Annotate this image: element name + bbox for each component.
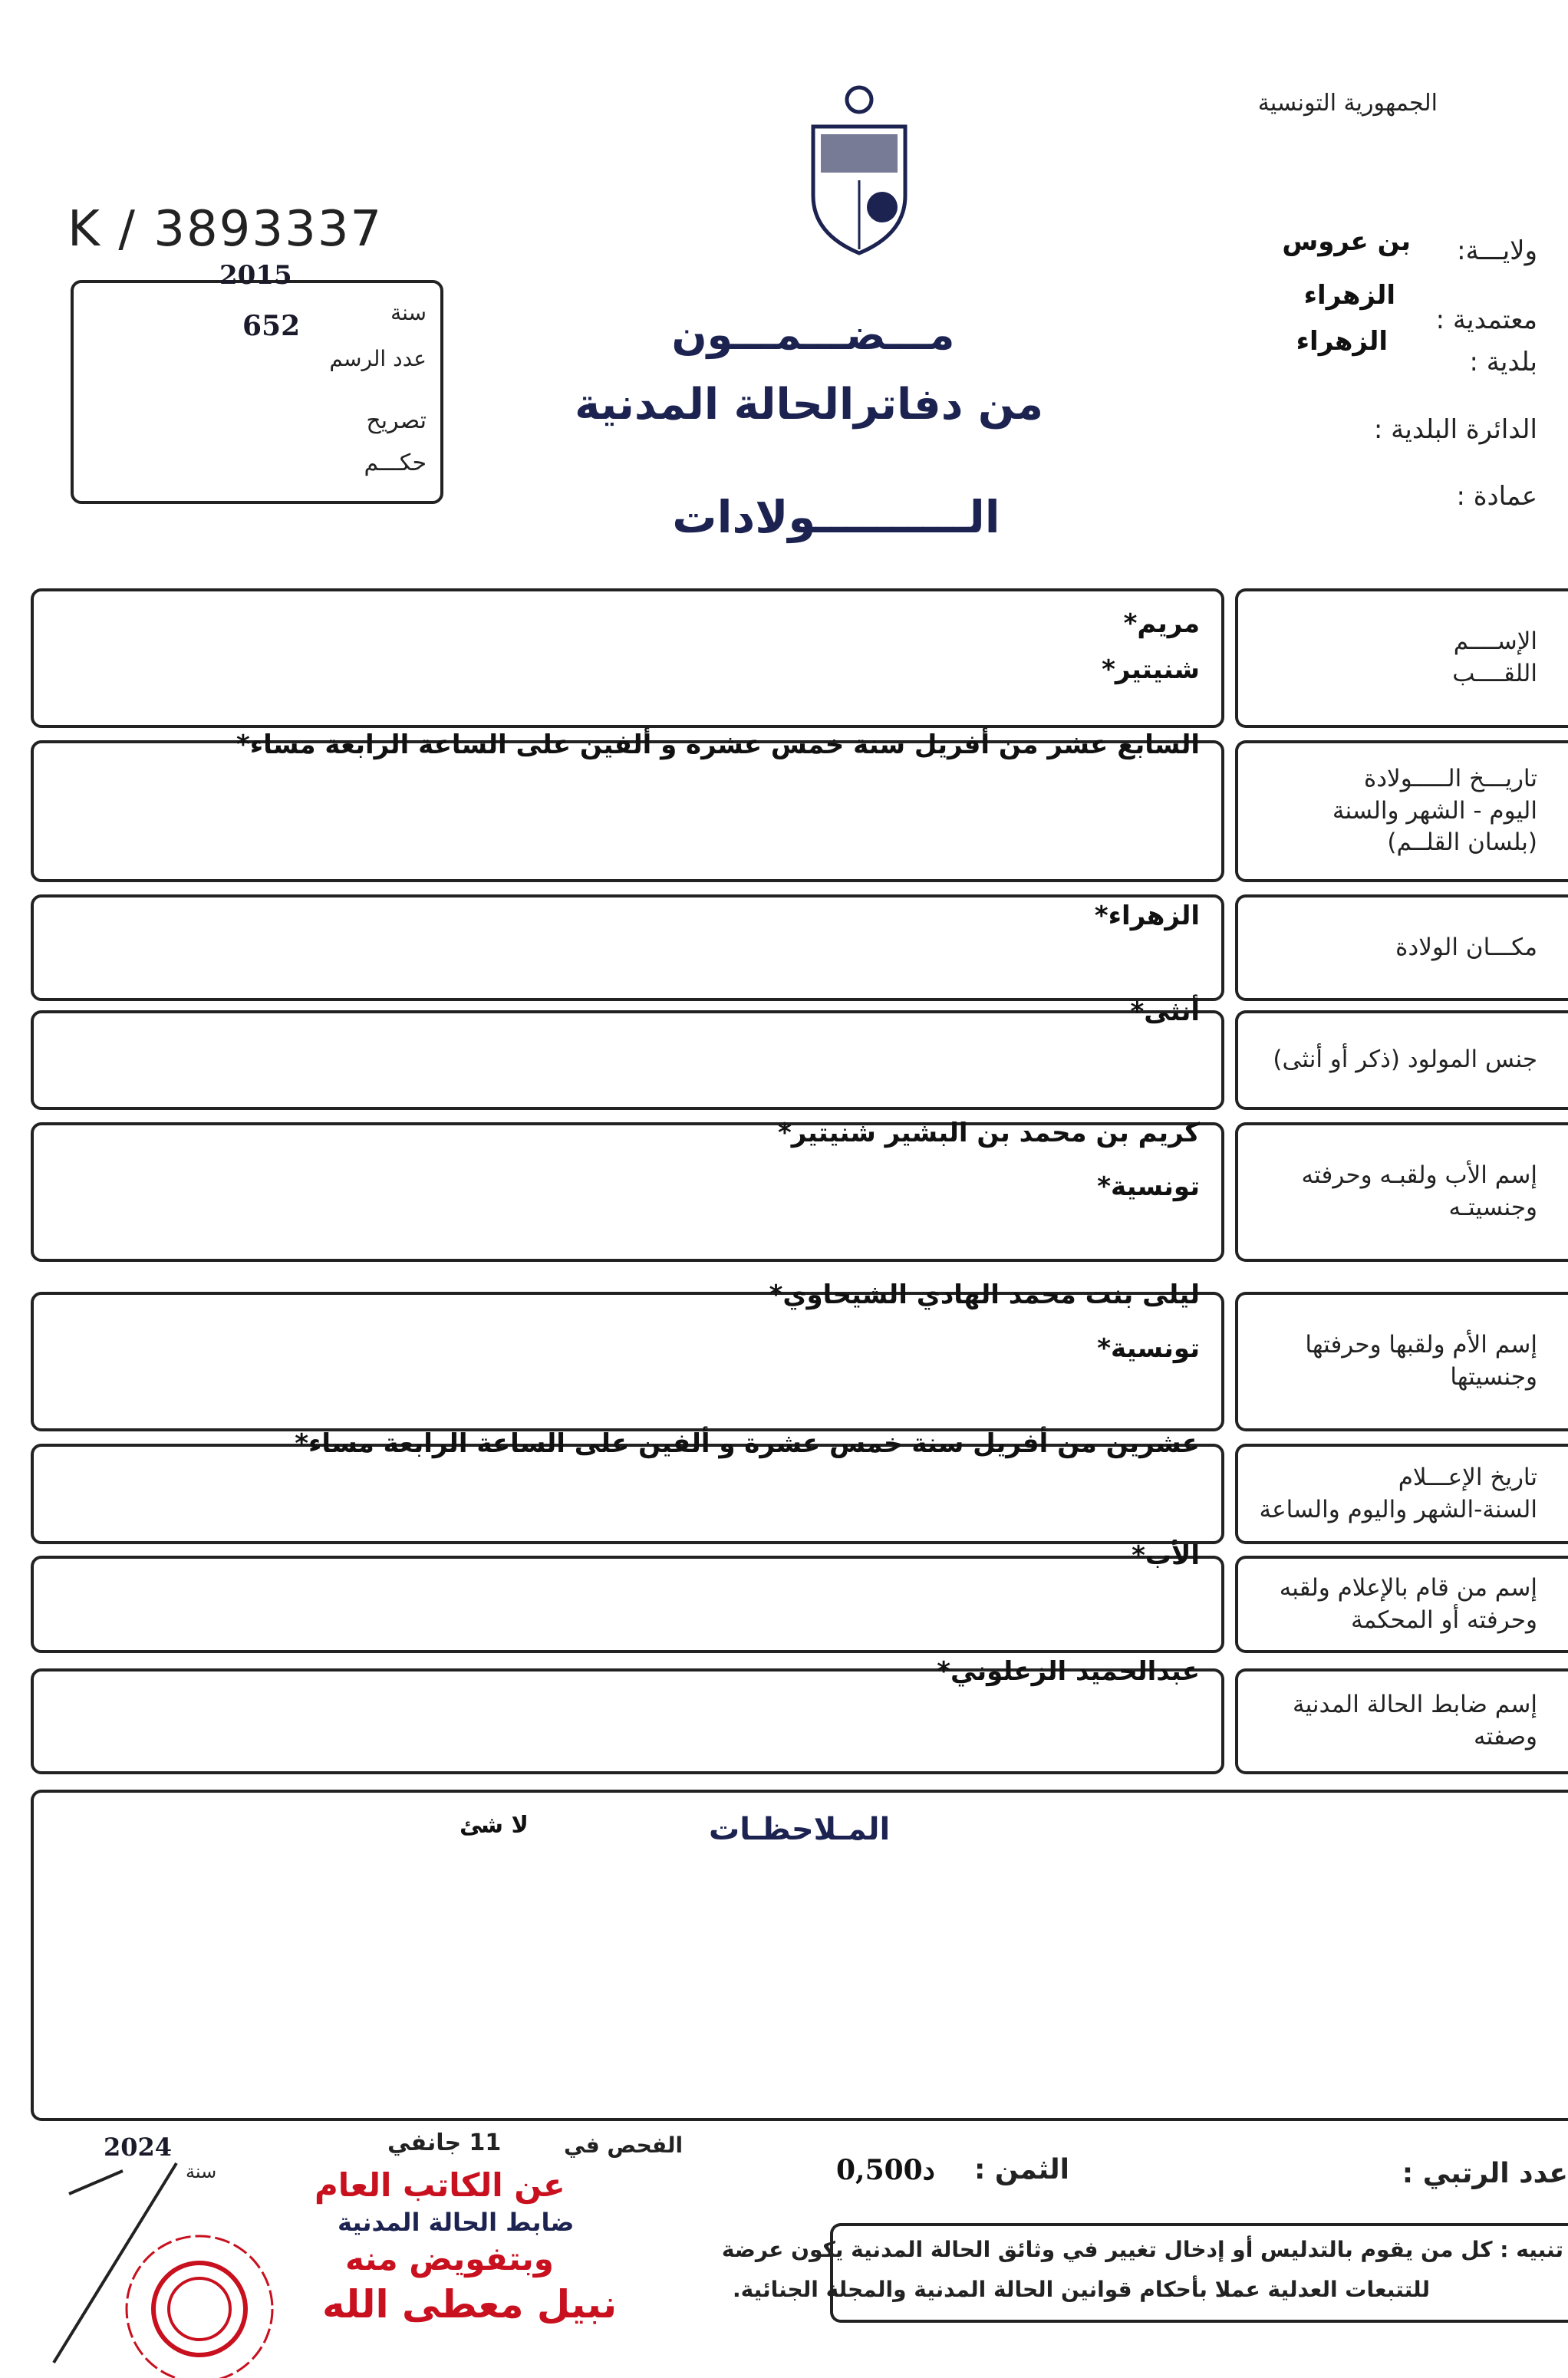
civil-officer-value: عبدالحميد الزعلوني* — [937, 1656, 1200, 1687]
exam-year-value: 2024 — [104, 2133, 173, 2162]
delegation-label: معتمدية : — [1435, 305, 1537, 335]
declarant-label: وحرفته أو المحكمة — [1351, 1606, 1537, 1634]
notice-line-2: للتتبعات العدلية عملا بأحكام قوانين الحالة المدنية والمجلة الجنائية. — [733, 2277, 1430, 2302]
row-civil-officer-value-box — [31, 1656, 1224, 1774]
title-line2: من دفاترالحالة المدنية — [575, 380, 1043, 430]
declaration-date-label: السنة-الشهر واليوم والساعة — [1259, 1495, 1537, 1523]
title-line3: الــــــــــولادات — [672, 491, 1000, 543]
birth-date-value: السابع عشر من أفريل سنة خمس عشره و ألفين على الساعة الرابعة مساء* — [236, 730, 1200, 760]
official-stamp-and-signature-icon — [31, 2148, 307, 2378]
footer-serial-label: عدد الرتبي : — [1402, 2158, 1568, 2189]
civil-officer-label: إسم ضابط الحالة المدنية — [1292, 1691, 1537, 1719]
mother-value: ليلى بنت محمد الهادي الشيحاوي* — [769, 1280, 1200, 1310]
wilaya-value: بن عروس — [1282, 226, 1411, 257]
father-value: تونسية* — [1097, 1171, 1200, 1202]
notice-box — [721, 2223, 1568, 2323]
stamp-line-1: عن الكاتب العام — [315, 2166, 565, 2204]
birth-date-label: (بلسان القلــم) — [1387, 828, 1537, 857]
birth-date-label: تاريـــخ الـــــولادة — [1364, 764, 1537, 792]
municipality-value: الزهراء — [1296, 326, 1388, 357]
declaration-label: تصريح — [366, 407, 427, 434]
father-value: كريم بن محمد بن البشير شنيتير* — [777, 1118, 1200, 1148]
declarant-value: الأب* — [1132, 1540, 1200, 1571]
municipality-label: بلدية : — [1469, 347, 1537, 377]
row-birth-date-value-box — [31, 730, 1224, 882]
name-value: شنيتير* — [1102, 654, 1200, 685]
row-mother-value-box — [31, 1280, 1224, 1431]
remarks-label: المـلاحظـات — [709, 1812, 891, 1847]
name-label: اللقــــب — [1452, 660, 1537, 687]
row-name-label-box — [1235, 588, 1568, 728]
exam-day: 11 جانفي — [387, 2129, 502, 2156]
sex-label: جنس المولود (ذكر أو أنثى) — [1273, 1046, 1537, 1074]
price-label: الثمن : — [973, 2154, 1069, 2185]
row-civil-officer-label-box — [1235, 1668, 1568, 1774]
declaration-date-value: عشرين من أفريل سنة خمس عشرة و ألفين على الساعة الرابعة مساء* — [295, 1428, 1200, 1459]
birth-date-label: اليوم - الشهر والسنة — [1332, 796, 1537, 825]
father-label: وجنسيتـه — [1448, 1194, 1537, 1221]
row-sex-label-box — [1235, 1010, 1568, 1110]
remarks-value: لا شئ — [460, 1812, 529, 1839]
republic-title: الجمهورية التونسية — [1257, 90, 1438, 117]
judgment-label: حكـــم — [364, 450, 427, 476]
name-label: الإســــم — [1453, 627, 1537, 656]
exam-year-label: سنة — [186, 2161, 217, 2182]
record-number-value: 652 — [242, 310, 301, 342]
row-birth-place-label-box — [1235, 894, 1568, 1001]
declaration-date-label: تاريخ الإعـــلام — [1398, 1463, 1537, 1491]
row-father-label-box — [1235, 1122, 1568, 1262]
stamp-line-4: نبيل معطى الله — [322, 2282, 618, 2327]
stamp-line-2: ضابط الحالة المدنية — [338, 2208, 575, 2237]
serial-number: K / 3893337 — [68, 201, 384, 258]
notice-line-1: تنبيه : كل من يقوم بالتدليس أو إدخال تغيير في وثائق الحالة المدنية يكون عرضة — [721, 2237, 1563, 2262]
price-value: 0,500د — [836, 2154, 935, 2186]
mother-label: إسم الأم ولقبها وحرفتها — [1305, 1331, 1537, 1359]
row-declaration-date-label-box — [1235, 1444, 1568, 1544]
row-sex-value-box — [31, 996, 1224, 1110]
row-name-value-box — [31, 588, 1224, 728]
municipal-district-label: الدائرة البلدية : — [1373, 414, 1537, 445]
sex-value: أنثى* — [1130, 996, 1200, 1027]
remarks-box — [31, 1790, 1568, 2121]
record-number-label: عدد الرسم — [329, 346, 427, 371]
row-birth-date-label-box — [1235, 740, 1568, 882]
civil-officer-label: وصفته — [1474, 1723, 1537, 1751]
birth-place-value: الزهراء* — [1094, 901, 1200, 931]
tunisia-coat-of-arms-icon — [798, 81, 921, 257]
father-label: إسم الأب ولقبـه وحرفته — [1301, 1161, 1537, 1190]
exam-label: الفحص في — [564, 2133, 684, 2158]
omda-label: عمادة : — [1456, 481, 1537, 512]
record-year-label: سنة — [390, 300, 427, 325]
mother-label: وجنسيتها — [1450, 1363, 1537, 1391]
declarant-label: إسم من قام بالإعلام ولقبه — [1279, 1573, 1537, 1602]
row-mother-label-box — [1235, 1292, 1568, 1431]
row-birth-place-value-box — [31, 894, 1224, 1001]
name-value: مريم* — [1123, 608, 1200, 639]
row-declarant-value-box — [31, 1540, 1224, 1653]
mother-value: تونسية* — [1097, 1333, 1200, 1364]
record-year-value: 2015 — [219, 260, 292, 291]
delegation-value: الزهراء — [1303, 280, 1395, 311]
row-declarant-label-box — [1235, 1556, 1568, 1653]
stamp-line-3: وبتفويض منه — [345, 2240, 554, 2278]
row-declaration-date-value-box — [31, 1428, 1224, 1544]
row-father-value-box — [31, 1118, 1224, 1262]
wilaya-label: ولايـــة: — [1457, 235, 1537, 266]
record-box — [71, 260, 443, 504]
title-line1: مـــضـــمـــون — [671, 311, 955, 359]
birth-place-label: مكـــان الولادة — [1395, 933, 1537, 961]
